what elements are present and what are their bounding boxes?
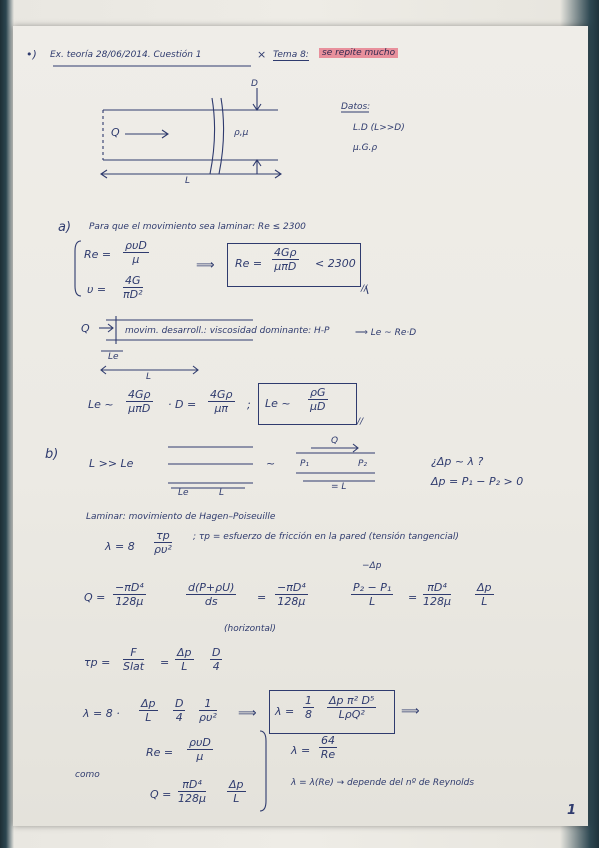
- fluid-props-label: ρ,μ: [234, 128, 249, 138]
- page-number: 1: [567, 803, 577, 818]
- lambda-box-fraction1: $\frac{1}{8}$: [305, 694, 312, 721]
- re-lhs: Re =: [84, 248, 112, 261]
- datos-line2: μ.G.ρ: [353, 143, 378, 153]
- lambda-fraction: $\frac{\tau p}{\text{ρυ²}}$: [154, 529, 172, 556]
- lambda-note: ; τp = esfuerzo de fricción en la pared (tensión tangencial): [193, 532, 459, 542]
- dev-l-label: L: [146, 372, 152, 382]
- horizontal-note: (horizontal): [224, 624, 276, 634]
- le-box-fraction: $\frac{\rho G}{\mu D}$: [310, 386, 326, 413]
- tau-fraction3: $\frac{D}{4}$: [212, 646, 221, 673]
- lambda2-fraction3: $\frac{1}{\text{ρυ²}}$: [199, 697, 217, 724]
- le-fraction1: 4Gρ μπD: [128, 388, 151, 415]
- exam-source: Ex. teoría 28/06/2014. Cuestión 1: [50, 50, 202, 60]
- box-rhs: < 2300: [315, 257, 356, 270]
- lambda-box-fraction2: Δp π² D⁵ LρQ²: [329, 694, 375, 721]
- similar-sign: ~: [266, 457, 276, 470]
- le-fraction2: $\frac{4G\rho}{\mu\pi}$: [210, 388, 233, 415]
- pipe-figure: [101, 88, 281, 178]
- dp-question: ¿Δp ~ λ ?: [431, 455, 484, 468]
- q7-fraction: $\frac{\text{πD⁴}}{128\mu}$: [178, 778, 206, 805]
- q-equals1: =: [257, 591, 267, 604]
- mark-a: //: [361, 284, 368, 294]
- mark-le: //: [357, 417, 364, 427]
- lambda2-fraction1: $\frac{\Delta p}{L}$: [141, 697, 156, 724]
- tau-eq: =: [160, 656, 170, 669]
- handwritten-page: [13, 26, 588, 826]
- part-b-label: b): [45, 447, 59, 462]
- lambda2-fraction2: $\frac{D}{4}$: [175, 697, 184, 724]
- q-fraction5: $\frac{\text{πD⁴}}{128\mu}$: [423, 581, 451, 608]
- cross-mark: ×: [257, 48, 267, 61]
- repeat-tag: se repite mucho: [319, 48, 398, 58]
- length-label: L: [185, 176, 191, 186]
- dev-le-label: Le: [108, 352, 119, 362]
- q-equals2: =: [408, 591, 418, 604]
- res1-fraction: $\frac{64}{Re}$: [320, 734, 336, 761]
- res1-lhs: λ =: [291, 744, 311, 757]
- diameter-label: D: [251, 79, 258, 89]
- le-mid: · D =: [168, 398, 197, 411]
- le-separator: ;: [247, 398, 251, 411]
- fig-le-label: Le: [178, 488, 189, 498]
- implies-arrow: ⟹: [196, 258, 215, 273]
- lambda2-lhs: λ = 8 ·: [83, 707, 120, 720]
- q-fraction6: $\frac{\Delta p}{L}$: [477, 581, 492, 608]
- part-a-statement: Para que el movimiento sea laminar: Re ≤ 2300: [89, 222, 306, 232]
- q8-fraction: $\frac{\Delta p}{L}$: [229, 778, 244, 805]
- q-over-note: −Δp: [362, 561, 382, 571]
- laminar-note: Laminar: movimiento de Hagen–Poiseuille: [86, 512, 276, 522]
- fig-p2-label: P₂: [358, 459, 368, 469]
- part-a-label: a): [58, 220, 72, 235]
- tau-fraction1: F Slat: [123, 646, 145, 673]
- u-lhs: υ =: [87, 283, 107, 296]
- q-fraction2: $\frac{d(P+\rho U)}{ds}$: [188, 581, 235, 608]
- system-bracket: [75, 241, 81, 296]
- re-fraction: ρυD μ: [125, 239, 147, 266]
- topic-label: Tema 8:: [273, 50, 309, 60]
- re2-fraction: ρυD μ: [189, 736, 211, 763]
- lambda-box-lhs: λ =: [275, 705, 295, 718]
- bullet: •): [26, 48, 37, 61]
- u-fraction: $\frac{4G}{\text{πD²}}$: [123, 274, 143, 301]
- dev-note: movim. desarroll.: viscosidad dominante: H-P: [125, 326, 330, 336]
- lambda-box-arrow: ⟹: [401, 704, 420, 719]
- lambda-lhs: λ = 8: [105, 540, 135, 553]
- dp-definition: Δp = P₁ − P₂ > 0: [431, 475, 524, 488]
- datos-title: Datos:: [341, 102, 371, 112]
- datos-line1: L.D (L>>D): [353, 123, 405, 133]
- developing-flow-figure: [99, 316, 253, 374]
- flow-label: Q: [111, 126, 120, 139]
- q7-lhs: Q =: [150, 788, 172, 801]
- fig-q-label: Q: [331, 436, 339, 446]
- fig-p1-label: P₁: [300, 459, 310, 469]
- result-bracket: [260, 731, 266, 811]
- dev-result: ⟹ Le ~ Re·D: [355, 328, 417, 338]
- como-label: como: [75, 770, 100, 780]
- q-fraction1: $\frac{\text{−πD⁴}}{128\mu}$: [115, 581, 144, 608]
- lambda2-implies: ⟹: [238, 706, 257, 721]
- reynolds-dependence: λ = λ(Re) → depende del nº de Reynolds: [291, 778, 475, 788]
- q-fraction4: $\frac{\text{P₂ − P₁}}{L}$: [353, 581, 392, 608]
- re2-lhs: Re =: [146, 746, 174, 759]
- tau-fraction2: $\frac{\Delta p}{L}$: [177, 646, 192, 673]
- box-lhs: Re =: [235, 257, 263, 270]
- fig-L-label: L: [219, 488, 225, 498]
- q-lhs: Q =: [84, 591, 106, 604]
- tau-lhs: τp =: [84, 656, 111, 669]
- q-fraction3: $\frac{\text{−πD⁴}}{128\mu}$: [277, 581, 306, 608]
- fig-l-label: = L: [331, 482, 347, 492]
- box-fraction: 4Gρ μπD: [274, 246, 297, 273]
- le-lhs: Le ~: [88, 398, 114, 411]
- dev-flow-label: Q: [81, 322, 90, 335]
- long-pipe-condition: L >> Le: [89, 457, 134, 470]
- le-box-lhs: Le ~: [265, 397, 291, 410]
